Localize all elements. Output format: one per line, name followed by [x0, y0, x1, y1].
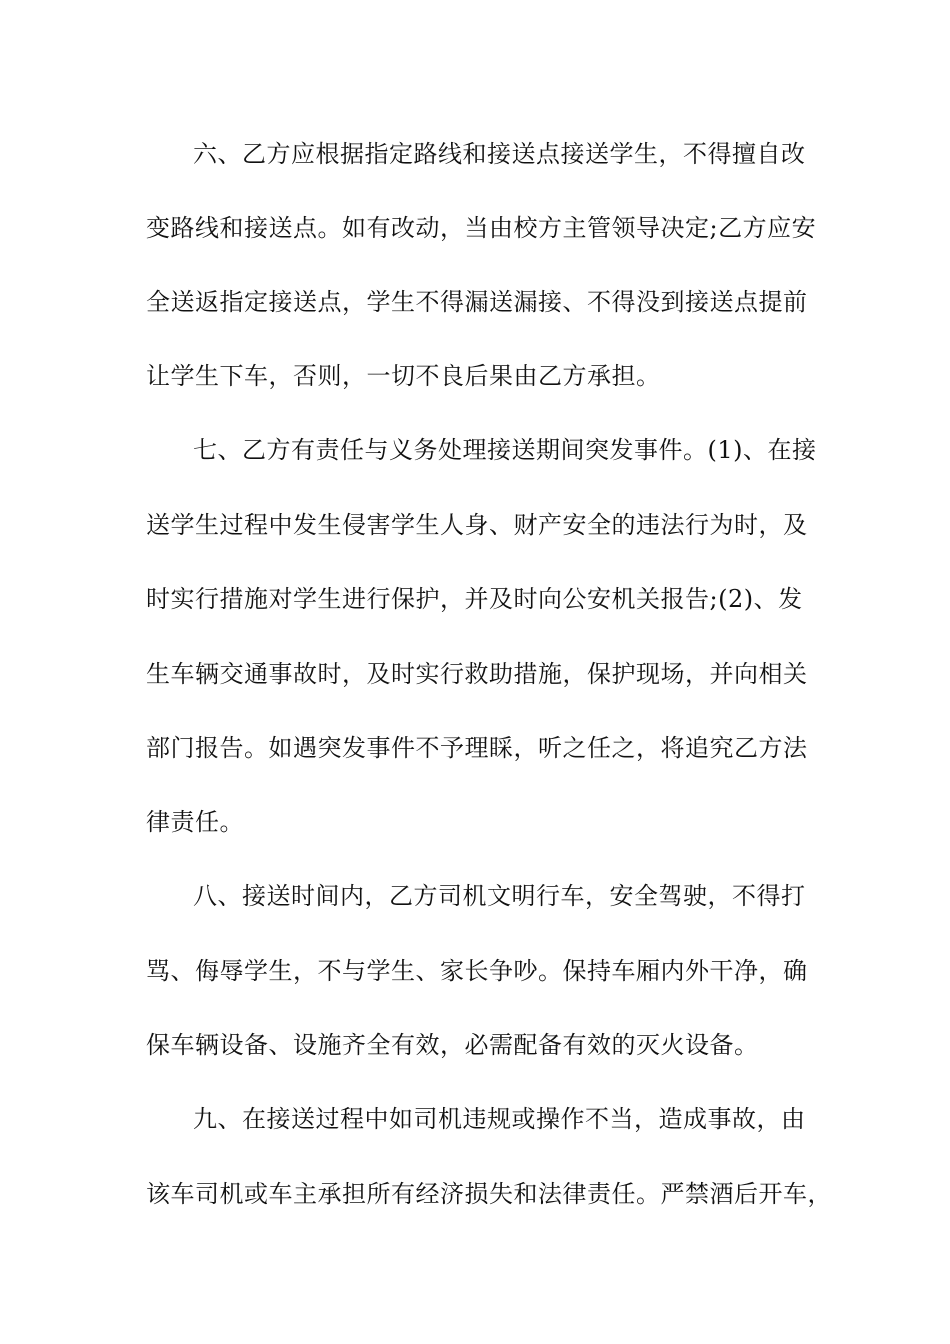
- paragraph-7-line-6: 律责任。: [146, 808, 244, 836]
- paragraph-7-line-4: 生车辆交通事故时，及时实行救助措施，保护现场，并向相关: [146, 660, 808, 688]
- paragraph-7-line-3: 时实行措施对学生进行保护，并及时向公安机关报告;(2)、发: [146, 585, 803, 613]
- paragraph-8-line-3: 保车辆设备、设施齐全有效，必需配备有效的灭火设备。: [146, 1031, 759, 1059]
- paragraph-6-line-1: 六、乙方应根据指定路线和接送点接送学生，不得擅自改: [193, 140, 806, 168]
- paragraph-7-line-5: 部门报告。如遇突发事件不予理睬，听之任之，将追究乙方法: [146, 734, 808, 762]
- paragraph-9-line-2: 该车司机或车主承担所有经济损失和法律责任。严禁酒后开车，: [146, 1180, 832, 1208]
- paragraph-6-line-2: 变路线和接送点。如有改动，当由校方主管领导决定;乙方应安: [146, 214, 817, 242]
- paragraph-6-line-4: 让学生下车，否则，一切不良后果由乙方承担。: [146, 362, 661, 390]
- paragraph-8-line-2: 骂、侮辱学生，不与学生、家长争吵。保持车厢内外干净，确: [146, 957, 808, 985]
- paragraph-9-line-1: 九、在接送过程中如司机违规或操作不当，造成事故，由: [193, 1105, 806, 1133]
- paragraph-6-line-3: 全送返指定接送点，学生不得漏送漏接、不得没到接送点提前: [146, 288, 808, 316]
- paragraph-8-line-1: 八、接送时间内，乙方司机文明行车，安全驾驶，不得打: [193, 882, 806, 910]
- paragraph-7-line-2: 送学生过程中发生侵害学生人身、财产安全的违法行为时，及: [146, 511, 808, 539]
- paragraph-7-line-1: 七、乙方有责任与义务处理接送期间突发事件。(1)、在接: [193, 436, 817, 464]
